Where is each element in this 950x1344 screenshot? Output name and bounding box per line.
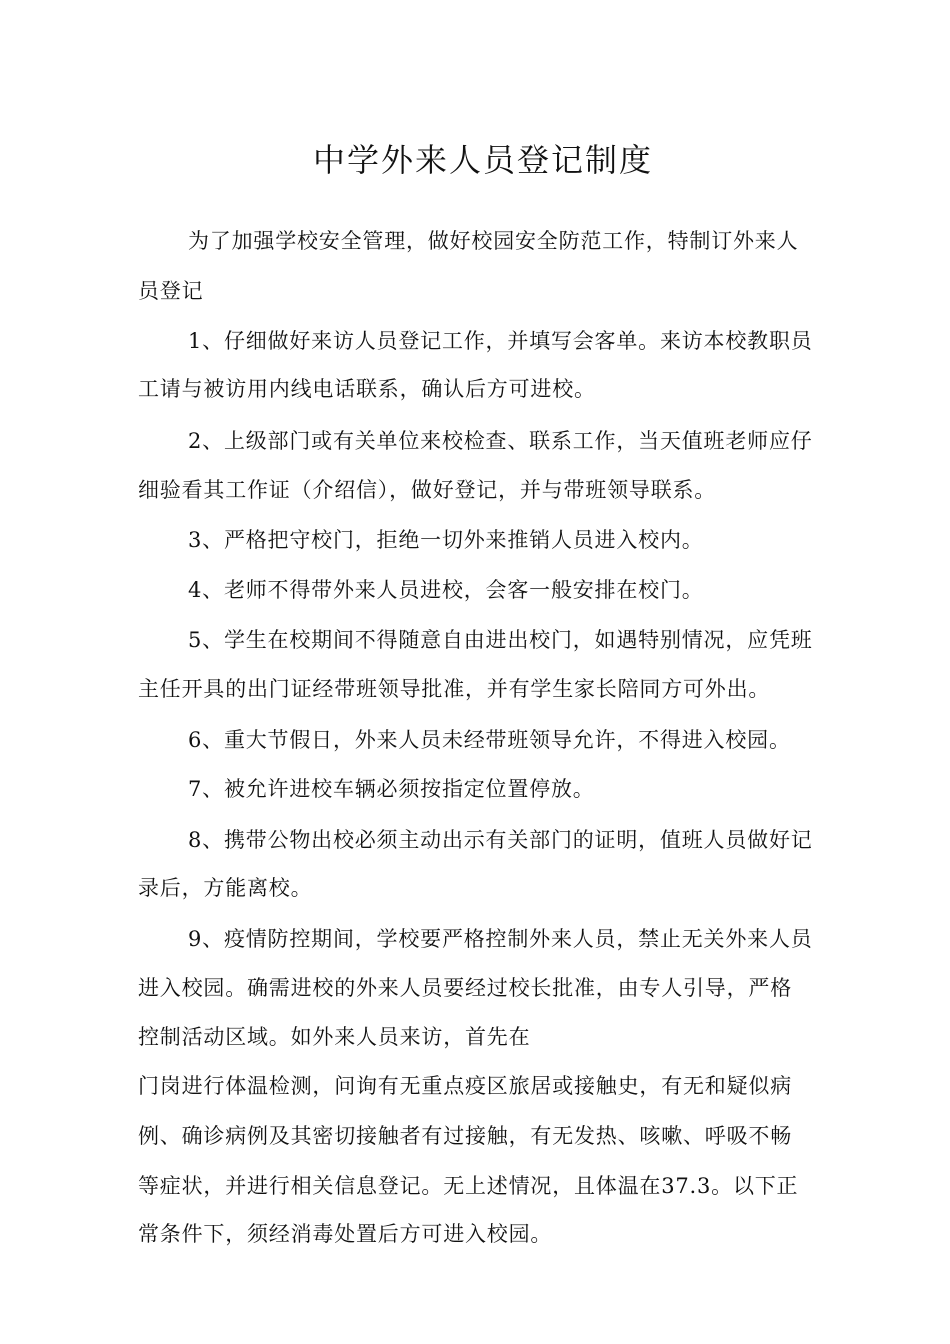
rule-5-line-2: 主任开具的出门证经带班领导批准，并有学生家长陪同方可外出。 — [138, 677, 771, 701]
rule-1-line-2: 工请与被访用内线电话联系，确认后方可进校。 — [138, 377, 596, 401]
rule-2-line-1: 2、上级部门或有关单位来校检查、联系工作，当天值班老师应仔 — [188, 429, 813, 453]
rule-9-line-3: 控制活动区域。如外来人员来访，首先在 — [138, 1025, 531, 1049]
rule-8-line-1: 8、携带公物出校必须主动出示有关部门的证明，值班人员做好记 — [188, 828, 813, 852]
rule-4-line: 4、老师不得带外来人员进校，会客一般安排在校门。 — [188, 578, 704, 602]
rule-6-line: 6、重大节假日，外来人员未经带班领导允许，不得进入校园。 — [188, 728, 791, 752]
rule-8-line-2: 录后，方能离校。 — [138, 876, 313, 900]
rule-2-line-2: 细验看其工作证（介绍信），做好登记，并与带班领导联系。 — [138, 478, 717, 502]
document-title: 中学外来人员登记制度 — [312, 141, 653, 179]
rule-9-line-4: 门岗进行体温检测，问询有无重点疫区旅居或接触史，有无和疑似病 — [138, 1074, 792, 1098]
rule-3-line: 3、严格把守校门，拒绝一切外来推销人员进入校内。 — [188, 528, 704, 552]
rule-1-line-1: 1、仔细做好来访人员登记工作，并填写会客单。来访本校教职员 — [188, 329, 813, 353]
rule-5-line-1: 5、学生在校期间不得随意自由进出校门，如遇特别情况，应凭班 — [188, 628, 813, 652]
rule-9-line-1: 9、疫情防控期间，学校要严格控制外来人员，禁止无关外来人员 — [188, 927, 813, 951]
rule-9-line-2: 进入校园。确需进校的外来人员要经过校长批准，由专人引导，严格 — [138, 976, 792, 1000]
rule-7-line: 7、被允许进校车辆必须按指定位置停放。 — [188, 777, 595, 801]
rule-9-line-5: 例、确诊病例及其密切接触者有过接触，有无发热、咳嗽、呼吸不畅 — [138, 1124, 792, 1148]
intro-line-1: 为了加强学校安全管理，做好校园安全防范工作，特制订外来人 — [188, 229, 799, 253]
intro-line-2: 员登记 — [138, 279, 204, 303]
rule-9-line-7: 常条件下，须经消毒处置后方可进入校园。 — [138, 1222, 553, 1246]
rule-9-line-6: 等症状，并进行相关信息登记。无上述情况，且体温在37.3。以下正 — [138, 1174, 799, 1198]
